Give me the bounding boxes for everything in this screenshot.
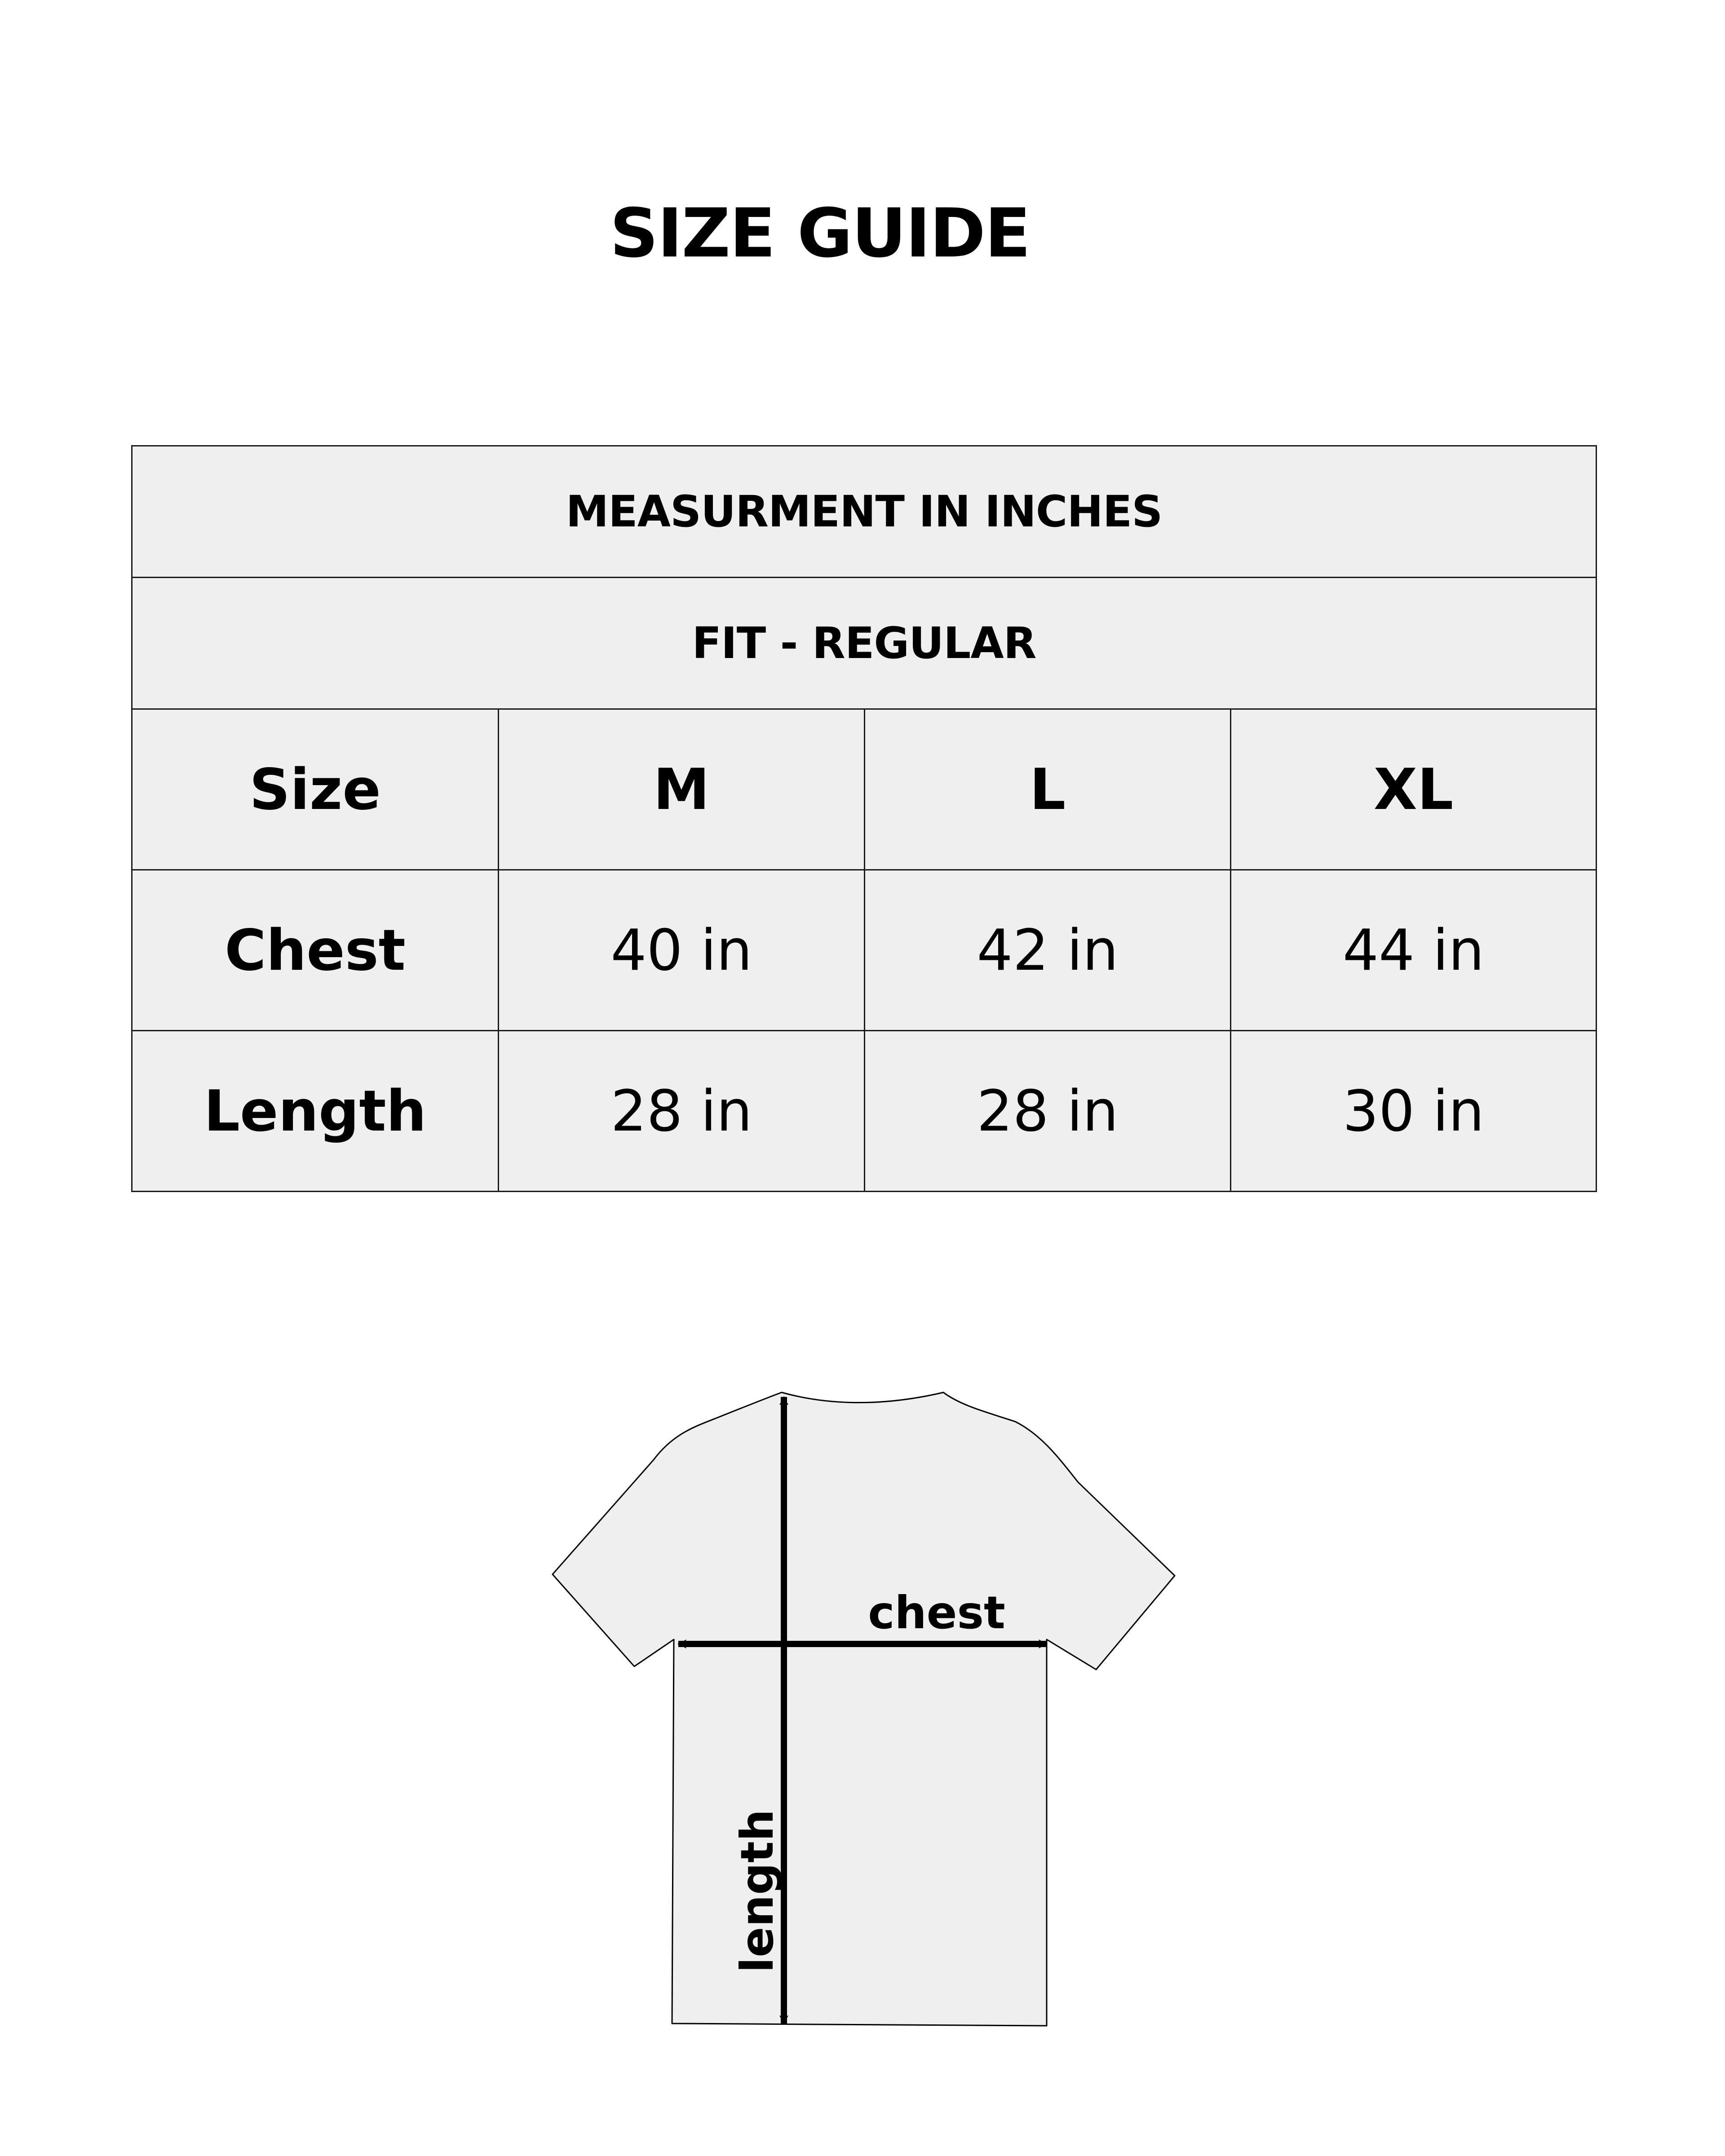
page-title: SIZE GUIDE bbox=[610, 194, 1030, 273]
table-fit-row bbox=[132, 578, 1597, 709]
fit-type-banner: FIT - REGULAR bbox=[132, 578, 1597, 709]
length-label: length bbox=[731, 1809, 783, 1973]
table-header-row bbox=[132, 709, 1597, 870]
size-column-m: M bbox=[499, 709, 865, 870]
chest-value-m: 40 in bbox=[499, 870, 865, 1031]
table-row bbox=[132, 1031, 1597, 1192]
length-value-xl: 30 in bbox=[1231, 1031, 1597, 1192]
chest-row-label: Chest bbox=[132, 870, 499, 1031]
table-banner-row bbox=[132, 446, 1597, 578]
tshirt-measurement-diagram bbox=[539, 1374, 1186, 2039]
table-row bbox=[132, 870, 1597, 1031]
length-value-m: 28 in bbox=[499, 1031, 865, 1192]
length-value-l: 28 in bbox=[865, 1031, 1231, 1192]
size-chart-table bbox=[131, 445, 1597, 1192]
size-header-label: Size bbox=[132, 709, 499, 870]
chest-value-l: 42 in bbox=[865, 870, 1231, 1031]
chest-value-xl: 44 in bbox=[1231, 870, 1597, 1031]
measurement-unit-banner: MEASURMENT IN INCHES bbox=[132, 446, 1597, 578]
size-column-l: L bbox=[865, 709, 1231, 870]
size-column-xl: XL bbox=[1231, 709, 1597, 870]
length-row-label: Length bbox=[132, 1031, 499, 1192]
chest-label: chest bbox=[868, 1586, 1005, 1639]
tshirt-outline bbox=[553, 1392, 1175, 2026]
